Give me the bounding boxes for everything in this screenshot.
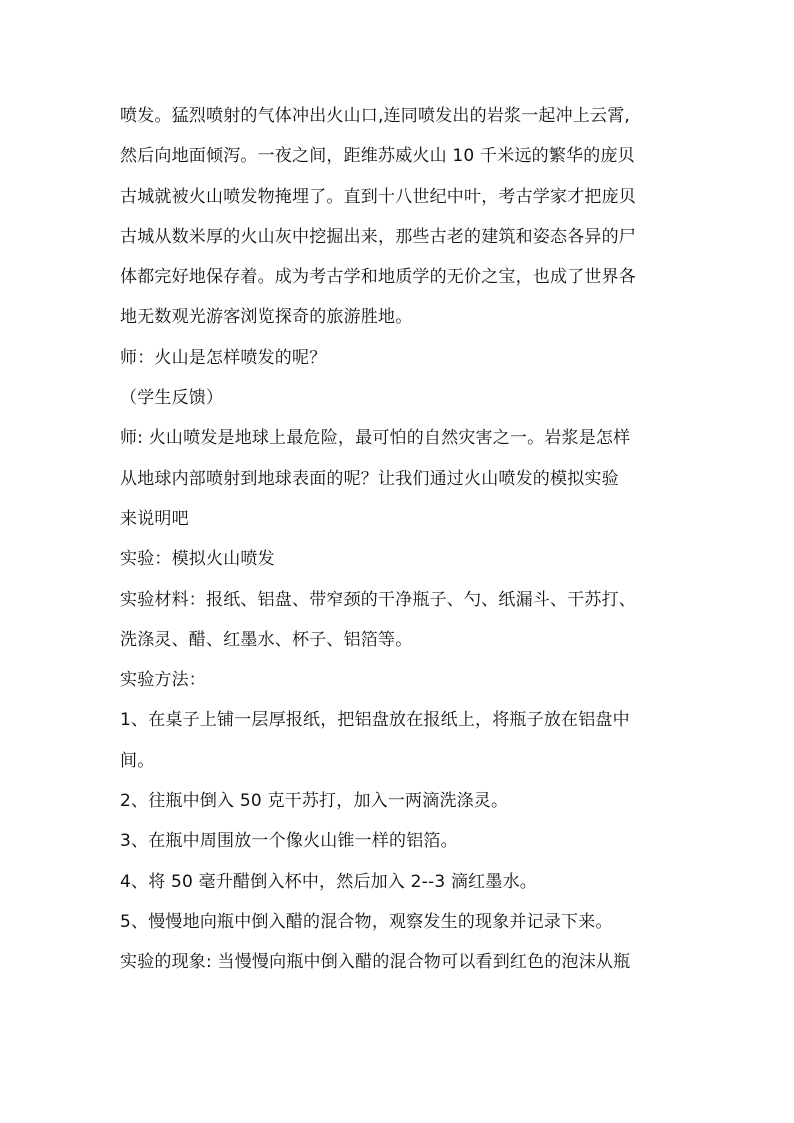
teacher-question: 师：火山是怎样喷发的呢？ — [120, 347, 327, 368]
text-line: 古城就被火山喷发物掩埋了。直到十八世纪中叶，考古学家才把庞贝 — [120, 186, 636, 207]
text-line: 古城从数米厚的火山灰中挖掘出来，那些古老的建筑和姿态各异的尸 — [120, 226, 636, 247]
text-line: 喷发。猛烈喷射的气体冲出火山口,连同喷发出的岩浆一起冲上云霄, — [120, 106, 631, 126]
text-line: 间。 — [120, 750, 155, 771]
text-line: 来说明吧 — [120, 508, 189, 529]
text-line: 然后向地面倾泻。一夜之间，距维苏威火山 10 千米远的繁华的庞贝 — [120, 146, 635, 167]
method-step-3: 3、在瓶中周围放一个像火山锥一样的铝箔。 — [120, 831, 458, 852]
experiment-method-heading: 实验方法： — [120, 670, 206, 691]
text-line: 地无数观光游客浏览探奇的旅游胜地。 — [120, 307, 413, 328]
method-step-1: 1、在桌子上铺一层厚报纸，把铝盘放在报纸上，将瓶子放在铝盘中 — [120, 710, 630, 731]
method-step-5: 5、慢慢地向瓶中倒入醋的混合物，观察发生的现象并记录下来。 — [120, 911, 613, 932]
method-step-2: 2、往瓶中倒入 50 克干苏打，加入一两滴洗涤灵。 — [120, 791, 509, 812]
text-line: 洗涤灵、醋、红墨水、杯子、铝箔等。 — [120, 629, 413, 650]
document-body — [120, 96, 690, 983]
teacher-explanation: 师: 火山喷发是地球上最危险，最可怕的自然灾害之一。岩浆是怎样 — [120, 428, 631, 449]
text-line: 从地球内部喷射到地球表面的呢？让我们通过火山喷发的模拟实验 — [120, 468, 619, 489]
experiment-phenomenon: 实验的现象: 当慢慢向瓶中倒入醋的混合物可以看到红色的泡沫从瓶 — [120, 952, 631, 973]
experiment-materials: 实验材料：报纸、铝盘、带窄颈的干净瓶子、勺、纸漏斗、干苏打、 — [120, 589, 636, 610]
experiment-title: 实验：模拟火山喷发 — [120, 549, 275, 570]
text-line: 体都完好地保存着。成为考古学和地质学的无价之宝，也成了世界各 — [120, 267, 636, 288]
method-step-4: 4、将 50 毫升醋倒入杯中，然后加入 2--3 滴红墨水。 — [120, 871, 537, 892]
student-feedback-note: （学生反馈） — [120, 388, 224, 409]
